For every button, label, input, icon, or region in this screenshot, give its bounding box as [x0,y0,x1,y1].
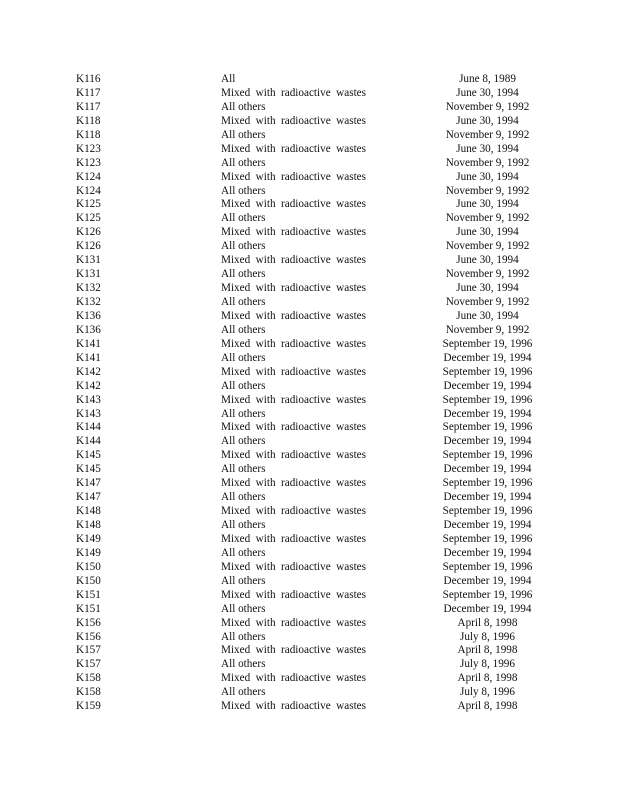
waste-description: Mixed with radioactive wastes [221,616,366,629]
table-row [0,575,618,589]
effective-date: December 19, 1994 [443,602,532,615]
waste-code: K136 [76,323,101,336]
waste-code: K158 [76,672,101,685]
effective-date: November 9, 1992 [445,296,530,308]
waste-description: Mixed with radioactive wastes [221,254,366,267]
table-row [0,157,618,171]
table-row [0,533,618,547]
waste-description: Mixed with radioactive wastes [221,421,366,434]
effective-date: April 8, 1998 [457,700,518,713]
waste-code: K118 [76,114,101,127]
effective-date: November 9, 1992 [445,184,530,197]
waste-description: All others [221,128,266,141]
table-row [0,491,618,505]
waste-description: Mixed with radioactive wastes [221,700,366,713]
waste-code: K156 [76,616,101,629]
table-row [0,240,618,254]
table-row [0,394,618,408]
waste-description: All others [221,184,266,197]
effective-date: September 19, 1996 [442,588,533,601]
effective-date: June 30, 1994 [456,86,519,99]
waste-description: Mixed with radioactive wastes [221,114,366,127]
table-row [0,73,618,87]
waste-code: K132 [76,282,101,295]
effective-date: December 19, 1994 [443,491,532,504]
waste-code: K124 [76,170,101,183]
table-row [0,477,618,491]
effective-date: April 8, 1998 [457,672,518,685]
waste-description: Mixed with radioactive wastes [221,142,366,155]
waste-code: K123 [76,156,101,169]
waste-description: All others [221,407,266,420]
effective-date: November 9, 1992 [445,240,530,253]
effective-date: September 19, 1996 [442,532,533,545]
waste-code: K150 [76,560,101,573]
waste-description: All others [221,156,266,169]
waste-code: K124 [76,184,101,197]
waste-description: Mixed with radioactive wastes [221,505,366,518]
waste-code: K131 [76,254,101,267]
table-row [0,463,618,477]
table-row [0,617,618,631]
effective-date: June 30, 1994 [456,282,519,295]
waste-code: K145 [76,449,101,462]
effective-date: September 19, 1996 [442,365,533,378]
waste-description: Mixed with radioactive wastes [221,282,366,295]
table-row [0,268,618,282]
effective-date: September 19, 1996 [442,477,533,490]
waste-description: Mixed with radioactive wastes [221,449,366,462]
effective-date: July 8, 1996 [459,658,515,671]
effective-date: December 19, 1994 [443,463,532,476]
effective-date: September 19, 1996 [442,393,533,406]
table-row [0,380,618,394]
table-row [0,185,618,199]
waste-code: K141 [76,351,101,364]
effective-date: June 30, 1994 [456,226,519,239]
effective-date: September 19, 1996 [442,337,533,350]
effective-date: November 9, 1992 [445,128,530,141]
waste-code: K142 [76,379,101,392]
table-row [0,672,618,686]
table-row [0,519,618,533]
waste-description: All others [221,296,266,308]
effective-date: April 8, 1998 [457,616,518,629]
waste-code: K147 [76,477,101,490]
effective-date: September 19, 1996 [442,421,533,434]
table-row [0,338,618,352]
table-row [0,129,618,143]
table-row [0,310,618,324]
waste-code: K143 [76,407,101,420]
waste-description: Mixed with radioactive wastes [221,198,366,211]
effective-date: June 30, 1994 [456,170,519,183]
table-row [0,366,618,380]
waste-code: K142 [76,365,101,378]
waste-description: All others [221,100,266,113]
effective-date: September 19, 1996 [442,505,533,518]
effective-date: December 19, 1994 [443,435,532,448]
table-row [0,658,618,672]
effective-date: December 19, 1994 [443,351,532,364]
waste-code: K116 [76,73,101,85]
table-row [0,296,618,310]
waste-code: K117 [76,86,101,99]
waste-description: All others [221,351,266,364]
table-row [0,282,618,296]
waste-description: All others [221,546,266,559]
waste-description: Mixed with radioactive wastes [221,309,366,322]
waste-description: Mixed with radioactive wastes [221,86,366,99]
waste-description: Mixed with radioactive wastes [221,588,366,601]
effective-date: December 19, 1994 [443,379,532,392]
effective-date: July 8, 1996 [459,686,515,699]
waste-code: K151 [76,602,101,615]
effective-date: November 9, 1992 [445,268,530,281]
waste-description: All others [221,491,266,504]
table-row [0,700,618,714]
waste-description: All others [221,602,266,615]
effective-date: September 19, 1996 [442,449,533,462]
table-row [0,561,618,575]
waste-code: K149 [76,546,101,559]
waste-code: K136 [76,309,101,322]
waste-description: All others [221,379,266,392]
waste-code: K148 [76,505,101,518]
effective-date: June 8, 1989 [459,73,516,85]
table-row [0,254,618,268]
waste-description: All others [221,212,266,225]
table-row [0,115,618,129]
waste-code: K141 [76,337,101,350]
waste-description: Mixed with radioactive wastes [221,672,366,685]
effective-date: June 30, 1994 [456,142,519,155]
table-row [0,603,618,617]
table-row [0,408,618,422]
effective-date: December 19, 1994 [443,546,532,559]
waste-description: Mixed with radioactive wastes [221,365,366,378]
table-row [0,143,618,157]
table-row [0,547,618,561]
waste-description: Mixed with radioactive wastes [221,477,366,490]
waste-description: All others [221,519,266,531]
effective-date: June 30, 1994 [456,254,519,267]
waste-code: K149 [76,532,101,545]
effective-date: June 30, 1994 [456,198,519,211]
effective-date: June 30, 1994 [456,114,519,127]
waste-description: All others [221,323,266,336]
waste-code: K126 [76,226,101,239]
table-row [0,324,618,338]
waste-code: K159 [76,700,101,713]
waste-code: K117 [76,100,101,113]
table-row [0,589,618,603]
table-row [0,449,618,463]
table-row [0,644,618,658]
table-row [0,101,618,115]
waste-description: All others [221,435,266,448]
waste-code: K148 [76,519,101,531]
waste-code: K144 [76,421,101,434]
effective-date: July 8, 1996 [459,630,515,643]
effective-date: June 30, 1994 [456,309,519,322]
waste-description: Mixed with radioactive wastes [221,393,366,406]
effective-date: November 9, 1992 [445,323,530,336]
effective-date: November 9, 1992 [445,156,530,169]
waste-code: K123 [76,142,101,155]
table-row [0,171,618,185]
table-row [0,212,618,226]
waste-description: All others [221,268,266,281]
effective-date: September 19, 1996 [442,560,533,573]
waste-code: K132 [76,296,101,308]
table-row [0,226,618,240]
waste-description: All others [221,630,266,643]
waste-description: Mixed with radioactive wastes [221,532,366,545]
table-row [0,198,618,212]
effective-date: December 19, 1994 [443,407,532,420]
waste-code: K125 [76,198,101,211]
waste-description: All others [221,463,266,476]
waste-code: K143 [76,393,101,406]
waste-code-table [0,73,618,714]
waste-code: K147 [76,491,101,504]
waste-description: Mixed with radioactive wastes [221,226,366,239]
table-row [0,505,618,519]
waste-code: K145 [76,463,101,476]
waste-description: Mixed with radioactive wastes [221,644,366,657]
waste-description: All others [221,574,266,587]
waste-description: All others [221,240,266,253]
waste-code: K125 [76,212,101,225]
table-row [0,686,618,700]
effective-date: November 9, 1992 [445,212,530,225]
waste-description: All [221,73,236,85]
waste-description: All others [221,658,266,671]
effective-date: December 19, 1994 [443,574,532,587]
waste-code: K144 [76,435,101,448]
waste-code: K156 [76,630,101,643]
waste-code: K126 [76,240,101,253]
waste-description: Mixed with radioactive wastes [221,337,366,350]
table-row [0,631,618,645]
table-row [0,421,618,435]
effective-date: April 8, 1998 [457,644,518,657]
waste-code: K151 [76,588,101,601]
waste-code: K131 [76,268,101,281]
waste-code: K118 [76,128,101,141]
effective-date: November 9, 1992 [445,100,530,113]
waste-code: K150 [76,574,101,587]
table-row [0,435,618,449]
table-row [0,352,618,366]
waste-description: All others [221,686,266,699]
waste-description: Mixed with radioactive wastes [221,560,366,573]
waste-description: Mixed with radioactive wastes [221,170,366,183]
waste-code: K158 [76,686,101,699]
waste-code: K157 [76,644,101,657]
table-row [0,87,618,101]
effective-date: December 19, 1994 [443,519,532,531]
waste-code: K157 [76,658,101,671]
